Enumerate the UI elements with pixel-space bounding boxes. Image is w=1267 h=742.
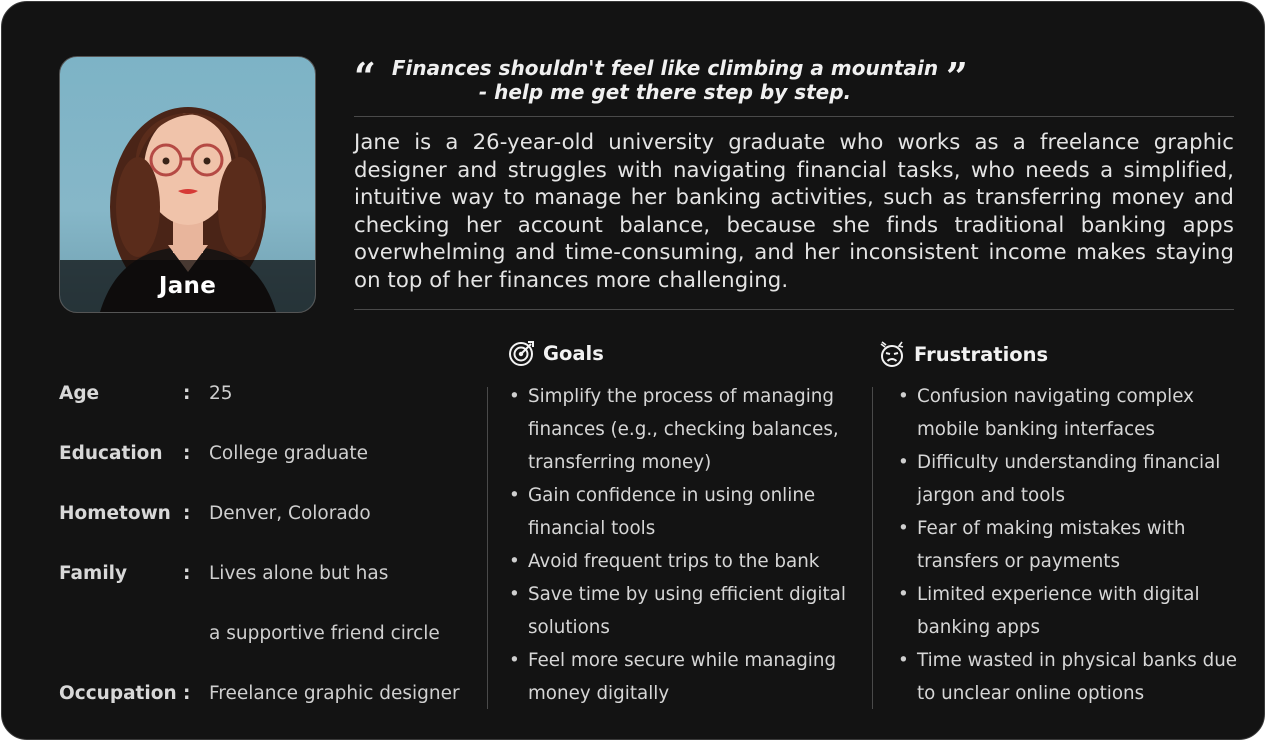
persona-photo [59, 56, 316, 313]
info-colon: : [183, 383, 191, 404]
list-item: • Simplify the process of managing finances (e.g., checking balances, transferring money) [509, 380, 859, 479]
list-item: • Fear of making mistakes with transfers or payments [898, 512, 1248, 578]
persona-card [1, 1, 1265, 740]
goals-title: Goals [543, 342, 604, 365]
info-label: Occupation [59, 683, 177, 704]
divider-bottom [354, 309, 1234, 310]
list-item: • Time wasted in physical banks due to unclear online options [898, 644, 1248, 710]
list-item: • Feel more secure while managing money digitally [509, 644, 859, 710]
goals-heading [508, 340, 604, 367]
info-value: Denver, Colorado [209, 503, 371, 524]
close-quote-icon: ” [946, 54, 968, 99]
info-value: Lives alone but has [209, 563, 389, 584]
info-value: Freelance graphic designer [209, 683, 460, 704]
info-label: Hometown [59, 503, 171, 524]
info-colon: : [183, 563, 191, 584]
frustrations-title: Frustrations [914, 342, 1049, 366]
info-label: Education [59, 443, 163, 464]
persona-quote [354, 56, 1234, 110]
persona-name: Jane [158, 273, 217, 299]
quote-line-1: Finances shouldn't feel like climbing a mountain [391, 56, 939, 80]
list-item: • Gain confidence in using online financial tools [509, 479, 859, 545]
info-colon: : [183, 443, 191, 464]
info-label: Family [59, 563, 128, 584]
persona-bio: Jane is a 26-year-old university graduate who works as a freelance graphic designer and struggles with navigating financial tasks, who needs a simplified, intuitive way to manage her banking activities, such as transferring money and checking her account balance, because she finds traditional banking apps overwhelming and time-consuming, and her inconsistent income makes staying on top of her finances more challenging. [354, 129, 1234, 292]
target-icon [508, 340, 535, 367]
name-bar [60, 260, 315, 312]
list-item: • Confusion navigating complex mobile banking interfaces [898, 380, 1248, 446]
divider-left [487, 387, 488, 709]
info-label: Age [59, 383, 100, 404]
open-quote-icon: “ [354, 54, 376, 99]
goals-list [509, 380, 859, 710]
info-value: a supportive friend circle [209, 623, 440, 644]
frustrations-list [898, 380, 1248, 710]
frustrated-face-icon [878, 340, 906, 368]
info-colon: : [183, 683, 191, 704]
list-item: • Avoid frequent trips to the bank [509, 545, 859, 578]
list-item: • Save time by using efficient digital solutions [509, 578, 859, 644]
quote-text [391, 56, 939, 104]
list-item: • Limited experience with digital banking apps [898, 578, 1248, 644]
info-value: College graduate [209, 443, 369, 464]
list-item: • Difficulty understanding financial jargon and tools [898, 446, 1248, 512]
frustrations-heading [878, 340, 1048, 368]
info-colon: : [183, 503, 191, 524]
quote-line-2: - help me get there step by step. [478, 80, 852, 104]
info-value: 25 [209, 383, 233, 404]
divider-top [354, 116, 1234, 117]
divider-right [872, 387, 873, 709]
